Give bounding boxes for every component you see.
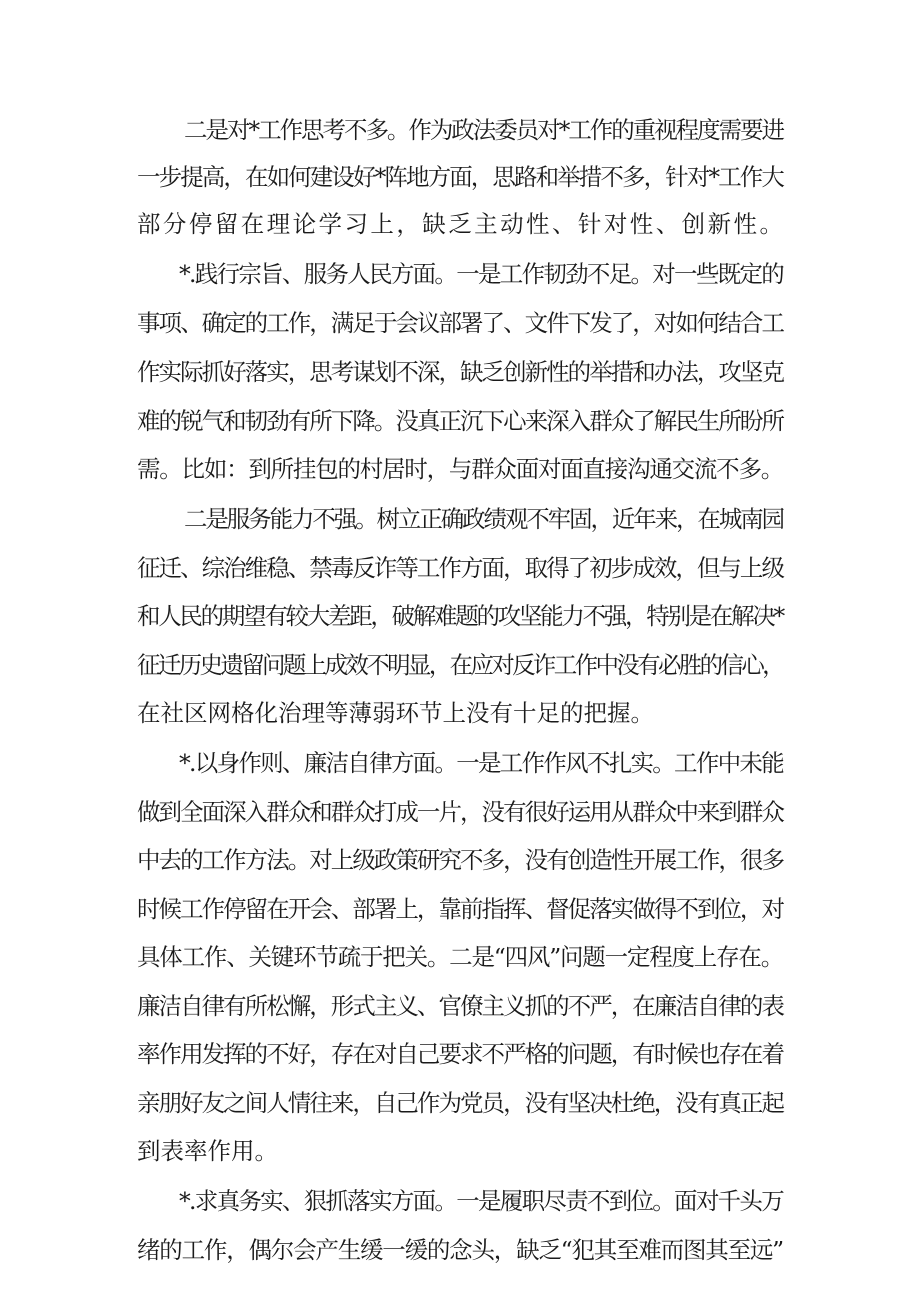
paragraph-line: 和人民的期望有较大差距，破解难题的攻坚能力不强，特别是在解决* [137,602,783,630]
paragraph-line: 绪的工作，偶尔会产生缓一缓的念头，缺乏“犯其至难而图其至远” [137,1236,783,1264]
paragraph-line: 率作用发挥的不好，存在对自己要求不严格的问题，有时候也存在着 [137,1040,783,1068]
paragraph-line: 征迁、综治维稳、禁毒反诈等工作方面，取得了初步成效，但与上级 [137,554,783,582]
paragraph-line: 廉洁自律有所松懈，形式主义、官僚主义抓的不严，在廉洁自律的表 [137,992,783,1020]
paragraph-line: 时候工作停留在开会、部署上，靠前指挥、督促落实做得不到位，对 [137,895,783,923]
paragraph-line: 征迁历史遗留问题上成效不明显，在应对反诈工作中没有必胜的信心， [137,651,783,679]
paragraph-line: *.以身作则、廉洁自律方面。一是工作作风不扎实。工作中未能 [179,749,783,777]
paragraph-line: 二是服务能力不强。树立正确政绩观不牢固，近年来，在城南园 [184,505,783,533]
paragraph-line: 难的锐气和韧劲有所下降。没真正沉下心来深入群众了解民生所盼所 [137,407,783,435]
paragraph-line: 需。比如：到所挂包的村居时，与群众面对面直接沟通交流不多。 [137,455,783,483]
paragraph-line: 作实际抓好落实，思考谋划不深，缺乏创新性的举措和办法，攻坚克 [137,358,783,386]
paragraph-line: *.践行宗旨、服务人民方面。一是工作韧劲不足。对一些既定的 [179,260,783,288]
paragraph-line: 在社区网格化治理等薄弱环节上没有十足的把握。 [137,699,654,727]
paragraph-line: 做到全面深入群众和群众打成一片，没有很好运用从群众中来到群众 [137,798,783,826]
paragraph-line: 一步提高，在如何建设好*阵地方面，思路和举措不多，针对*工作大 [137,163,783,191]
paragraph-line: 具体工作、关键环节疏于把关。二是“四风”问题一定程度上存在。 [137,943,783,971]
paragraph-line: 部分停留在理论学习上，缺乏主动性、针对性、创新性。 [137,210,786,238]
paragraph-line: 亲朋好友之间人情往来，自己作为党员，没有坚决杜绝，没有真正起 [137,1089,783,1117]
paragraph-line: 到表率作用。 [137,1137,278,1165]
paragraph-line: 中去的工作方法。对上级政策研究不多，没有创造性开展工作，很多 [137,846,783,874]
paragraph-line: 二是对*工作思考不多。作为政法委员对*工作的重视程度需要进 [184,116,783,144]
paragraph-line: 事项、确定的工作，满足于会议部署了、文件下发了，对如何结合工 [137,309,783,337]
paragraph-line: *.求真务实、狠抓落实方面。一是履职尽责不到位。面对千头万 [179,1187,783,1215]
